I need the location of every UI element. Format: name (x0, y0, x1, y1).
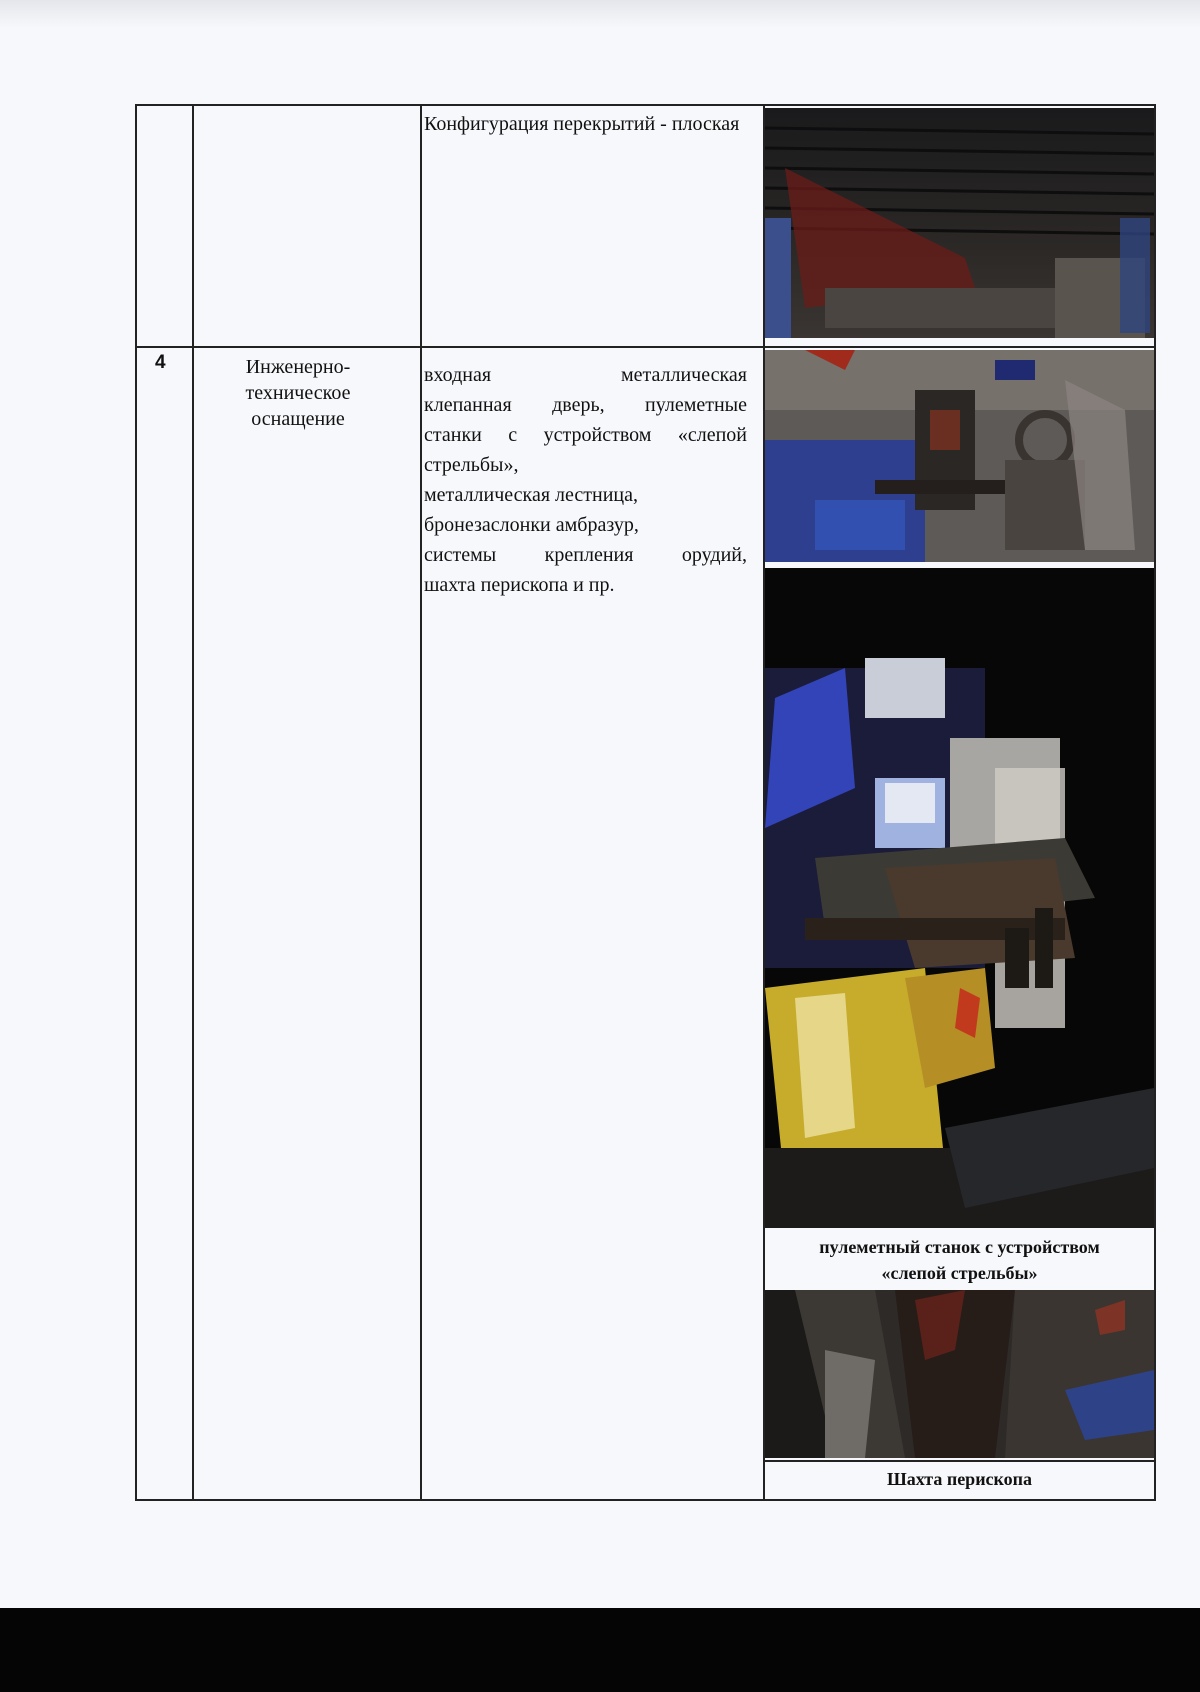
description-line: стрельбы», (424, 454, 519, 476)
description-line: станки с устройством «слепой (424, 424, 747, 446)
row-divider (137, 346, 1156, 348)
photo-machine-gun-mount (765, 568, 1154, 1228)
description-line: металлическая лестница, (424, 484, 638, 506)
description-line: входная металлическая (424, 364, 747, 386)
row-2-description (424, 360, 747, 600)
photo-flat-ceiling (765, 108, 1154, 338)
description-line: бронезаслонки амбразур, (424, 514, 639, 536)
photo-periscope-shaft (765, 1290, 1154, 1458)
caption-line: пулеметный станок с устройством (819, 1237, 1100, 1257)
caption-divider (765, 1460, 1156, 1462)
caption-line: Шахта перископа (886, 1469, 1033, 1489)
column-divider (192, 106, 194, 1499)
name-line: техническое (245, 382, 351, 404)
caption-machine-gun-mount (765, 1234, 1154, 1286)
document-table (135, 104, 1156, 1501)
scan-bottom-band (0, 1608, 1200, 1692)
scan-top-shading (0, 0, 1200, 28)
name-line: Инженерно- (245, 356, 351, 378)
photo-rusted-mechanism (765, 350, 1154, 562)
config-text: Конфигурация перекрытий - плоская (424, 113, 740, 135)
row-1-description (424, 110, 747, 138)
row-2-name (183, 354, 413, 432)
description-line: клепанная дверь, пулеметные (424, 394, 747, 416)
column-divider (420, 106, 422, 1499)
name-line: оснащение (251, 408, 345, 430)
description-line: системы крепления орудий, (424, 544, 747, 566)
description-line: шахта перископа и пр. (424, 574, 615, 596)
caption-line: «слепой стрельбы» (881, 1263, 1038, 1283)
row-number: 4 (155, 352, 166, 373)
caption-periscope-shaft (765, 1466, 1154, 1492)
